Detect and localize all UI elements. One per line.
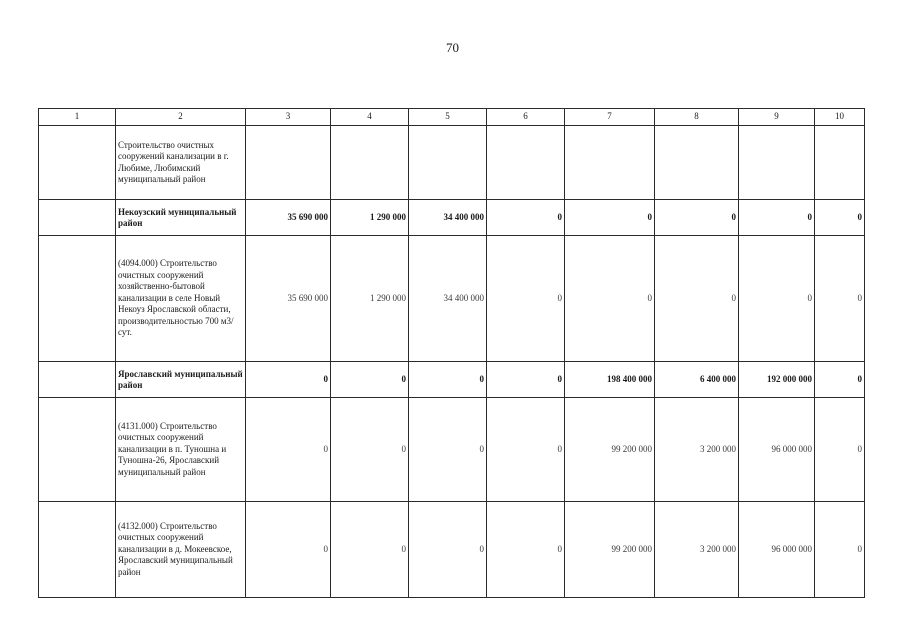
row-name: Ярославский муниципальный район [116,362,246,398]
district-row [39,200,865,236]
column-header: 6 [487,109,565,126]
value-cell: 0 [739,200,815,236]
value-cell: 6 400 000 [655,362,739,398]
value-cell: 198 400 000 [565,362,655,398]
row-index-cell [39,502,116,598]
value-cell: 0 [655,236,739,362]
row-index-cell [39,398,116,502]
row-name: (4132.000) Строительство очистных сооружений канализации в д. Мокеевское, Ярославский муниципальный район [116,502,246,598]
value-cell: 1 290 000 [331,200,409,236]
value-cell: 34 400 000 [409,236,487,362]
value-cell: 0 [487,236,565,362]
value-cell [246,126,331,200]
table-row [39,236,865,362]
column-header: 3 [246,109,331,126]
column-header: 5 [409,109,487,126]
column-header: 2 [116,109,246,126]
column-header: 1 [39,109,116,126]
page-number: 70 [446,40,459,55]
value-cell [815,126,865,200]
column-header: 4 [331,109,409,126]
value-cell [565,126,655,200]
row-name: Строительство очистных сооружений канализации в г. Любиме, Любимский муниципальный район [116,126,246,200]
value-cell: 0 [815,398,865,502]
row-index-cell [39,236,116,362]
header-row [39,109,865,126]
value-cell: 0 [655,200,739,236]
table-row [39,398,865,502]
row-index-cell [39,362,116,398]
value-cell: 34 400 000 [409,200,487,236]
table-row [39,126,865,200]
value-cell: 0 [815,200,865,236]
value-cell: 0 [487,362,565,398]
value-cell: 0 [409,502,487,598]
value-cell [487,126,565,200]
table-row [39,502,865,598]
column-header: 10 [815,109,865,126]
budget-table [38,108,865,598]
district-row [39,362,865,398]
value-cell: 0 [409,362,487,398]
value-cell: 0 [409,398,487,502]
value-cell: 1 290 000 [331,236,409,362]
value-cell: 0 [487,502,565,598]
value-cell: 99 200 000 [565,502,655,598]
value-cell: 0 [739,236,815,362]
value-cell [739,126,815,200]
value-cell [409,126,487,200]
row-name: Некоузский муниципальный район [116,200,246,236]
column-header: 7 [565,109,655,126]
row-index-cell [39,126,116,200]
row-name: (4094.000) Строительство очистных сооружений хозяйственно-бытовой канализации в селе Новый Некоуз Ярославской области, производительностью 700 м3/сут. [116,236,246,362]
row-index-cell [39,200,116,236]
value-cell: 0 [815,236,865,362]
value-cell: 0 [815,502,865,598]
value-cell: 0 [246,362,331,398]
row-name: (4131.000) Строительство очистных сооружений канализации в п. Туношна и Туношна-26, Ярославский муниципальный район [116,398,246,502]
value-cell: 192 000 000 [739,362,815,398]
value-cell: 0 [565,200,655,236]
value-cell: 0 [487,200,565,236]
value-cell: 0 [331,502,409,598]
value-cell: 0 [815,362,865,398]
value-cell [331,126,409,200]
column-header: 9 [739,109,815,126]
column-header: 8 [655,109,739,126]
value-cell: 0 [331,398,409,502]
value-cell: 0 [487,398,565,502]
value-cell: 0 [331,362,409,398]
value-cell: 3 200 000 [655,398,739,502]
value-cell: 35 690 000 [246,236,331,362]
value-cell: 35 690 000 [246,200,331,236]
value-cell: 3 200 000 [655,502,739,598]
value-cell [655,126,739,200]
value-cell: 0 [246,398,331,502]
value-cell: 96 000 000 [739,398,815,502]
value-cell: 0 [246,502,331,598]
value-cell: 99 200 000 [565,398,655,502]
value-cell: 96 000 000 [739,502,815,598]
value-cell: 0 [565,236,655,362]
